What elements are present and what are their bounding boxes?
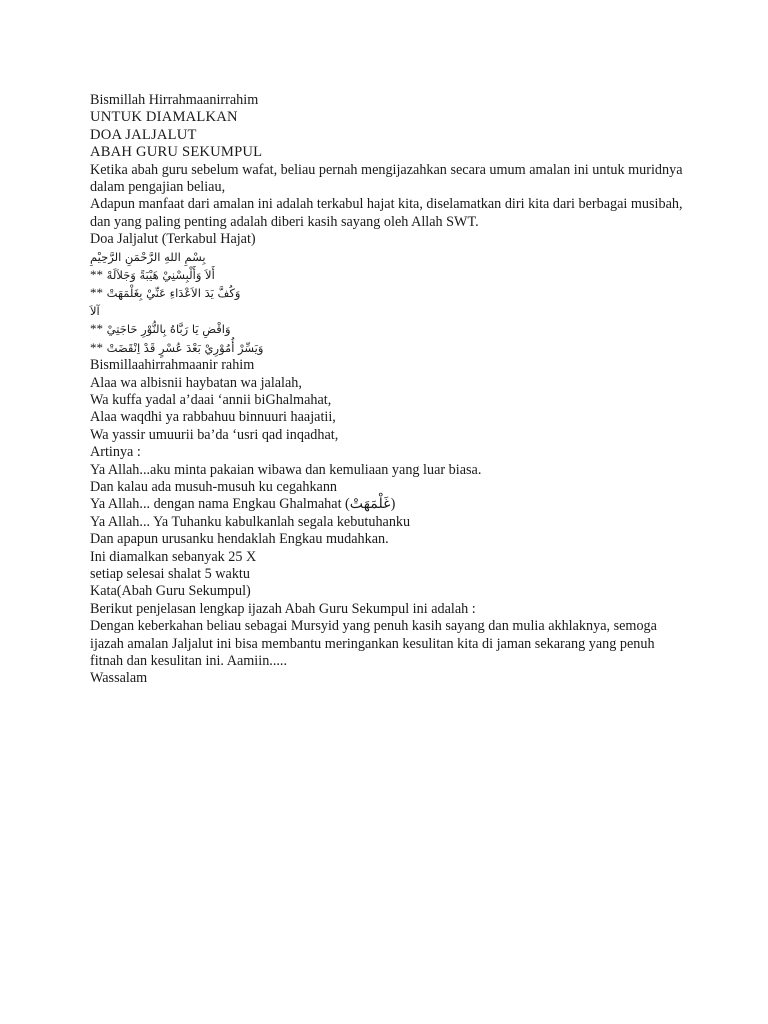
arabic-basmalah — [90, 249, 690, 266]
arabic-text: آلاَ — [90, 303, 100, 318]
meaning-line-2: Dan kalau ada musuh-musuh ku cegahkann — [90, 478, 338, 495]
arabic-verse-2-cont — [90, 303, 690, 320]
arabic-text: أَلاَ وَأَلْبِسْنِيْ هَيْبَةً وَجَلاَلَهْ — [106, 268, 215, 283]
practice-timing: setiap selesai shalat 5 waktu — [90, 565, 250, 582]
arabic-text: بِسْمِ اللهِ الرَّحْمَنِ الرَّحِيْمِ — [90, 249, 206, 264]
heading-untuk-diamalkan: UNTUK DIAMALKAN — [90, 109, 238, 126]
verse-marker: ** — [90, 321, 103, 337]
arabic-verse-3 — [90, 320, 690, 338]
arabic-text: وَيَسِّرْ أُمُوْرِيْ بَعْدَ عُسْرٍ قَدْ اِنْقَضَتْ — [106, 340, 264, 355]
transliteration-line-3: Alaa waqdhi ya rabbahuu binnuuri haajatii, — [90, 409, 336, 426]
heading-doa-jaljalut: DOA JALJALUT — [90, 126, 197, 143]
benefit-paragraph: Adapun manfaat dari amalan ini adalah terkabul hajat kita, diselamatkan diri kita dari berbagai musibah, dan yang paling penting adalah diberi kasih sayang oleh Allah SWT. — [90, 196, 683, 230]
meaning-line-3: Ya Allah... dengan nama Engkau Ghalmahat (غَلْمَهَتْ) — [90, 496, 396, 513]
transliteration-line-1: Alaa wa albisnii haybatan wa jalalah, — [90, 374, 302, 391]
practice-count: Ini diamalkan sebanyak 25 X — [90, 548, 257, 565]
meaning-line-5: Dan apapun urusanku hendaklah Engkau mudahkan. — [90, 531, 389, 548]
intro-paragraph: Ketika abah guru sebelum wafat, beliau pernah mengijazahkan secara umum amalan ini untuk muridnya dalam pengajian beliau, — [90, 161, 683, 196]
attribution: Kata(Abah Guru Sekumpul) — [90, 583, 251, 600]
transliteration-line-2: Wa kuffa yadal a’daai ‘annii biGhalmahat, — [90, 391, 332, 408]
verse-marker: ** — [90, 285, 103, 301]
meaning-line-4: Ya Allah... Ya Tuhanku kabulkanlah segala kebutuhanku — [90, 513, 411, 530]
verse-marker: ** — [90, 339, 103, 355]
meaning-label: Artinya : — [90, 444, 141, 461]
verse-marker: ** — [90, 267, 103, 283]
closing-salutation: Wassalam — [90, 670, 148, 687]
prayer-title: Doa Jaljalut (Terkabul Hajat) — [90, 231, 256, 248]
meaning-line-1: Ya Allah...aku minta pakaian wibawa dan kemuliaan yang luar biasa. — [90, 461, 482, 478]
heading-abah-guru: ABAH GURU SEKUMPUL — [90, 144, 263, 161]
closing-paragraph: Dengan keberkahan beliau sebagai Mursyid yang penuh kasih sayang dan mulia akhlaknya, semoga ijazah amalan Jaljalut ini bisa membantu meringankan kesulitan kita di jaman sekarang yang penuh fitnah dan kesulitan ini. Aamiin..... — [90, 618, 657, 669]
arabic-verse-1 — [90, 266, 690, 284]
arabic-verse-2 — [90, 284, 690, 302]
opening-greeting: Bismillah Hirrahmaanirrahim — [90, 92, 259, 108]
arabic-verse-4 — [90, 339, 690, 357]
transliteration-line-4: Wa yassir umuurii ba’da ‘usri qad inqadhat, — [90, 426, 339, 443]
arabic-text: وَاقْضِ يَا رَبَّاهُ بِالنُّوْرِ حَاجَتِيْ — [106, 322, 231, 337]
transliteration-basmalah: Bismillaahirrahmaanir rahim — [90, 357, 255, 374]
document-body — [90, 92, 690, 688]
explanation-intro: Berikut penjelasan lengkap ijazah Abah Guru Sekumpul ini adalah : — [90, 600, 476, 617]
arabic-text: وَكُفَّ يَدَ الاَعْدَاءِ عَنِّيْ بِغَلْمَهَتْ — [106, 286, 241, 301]
